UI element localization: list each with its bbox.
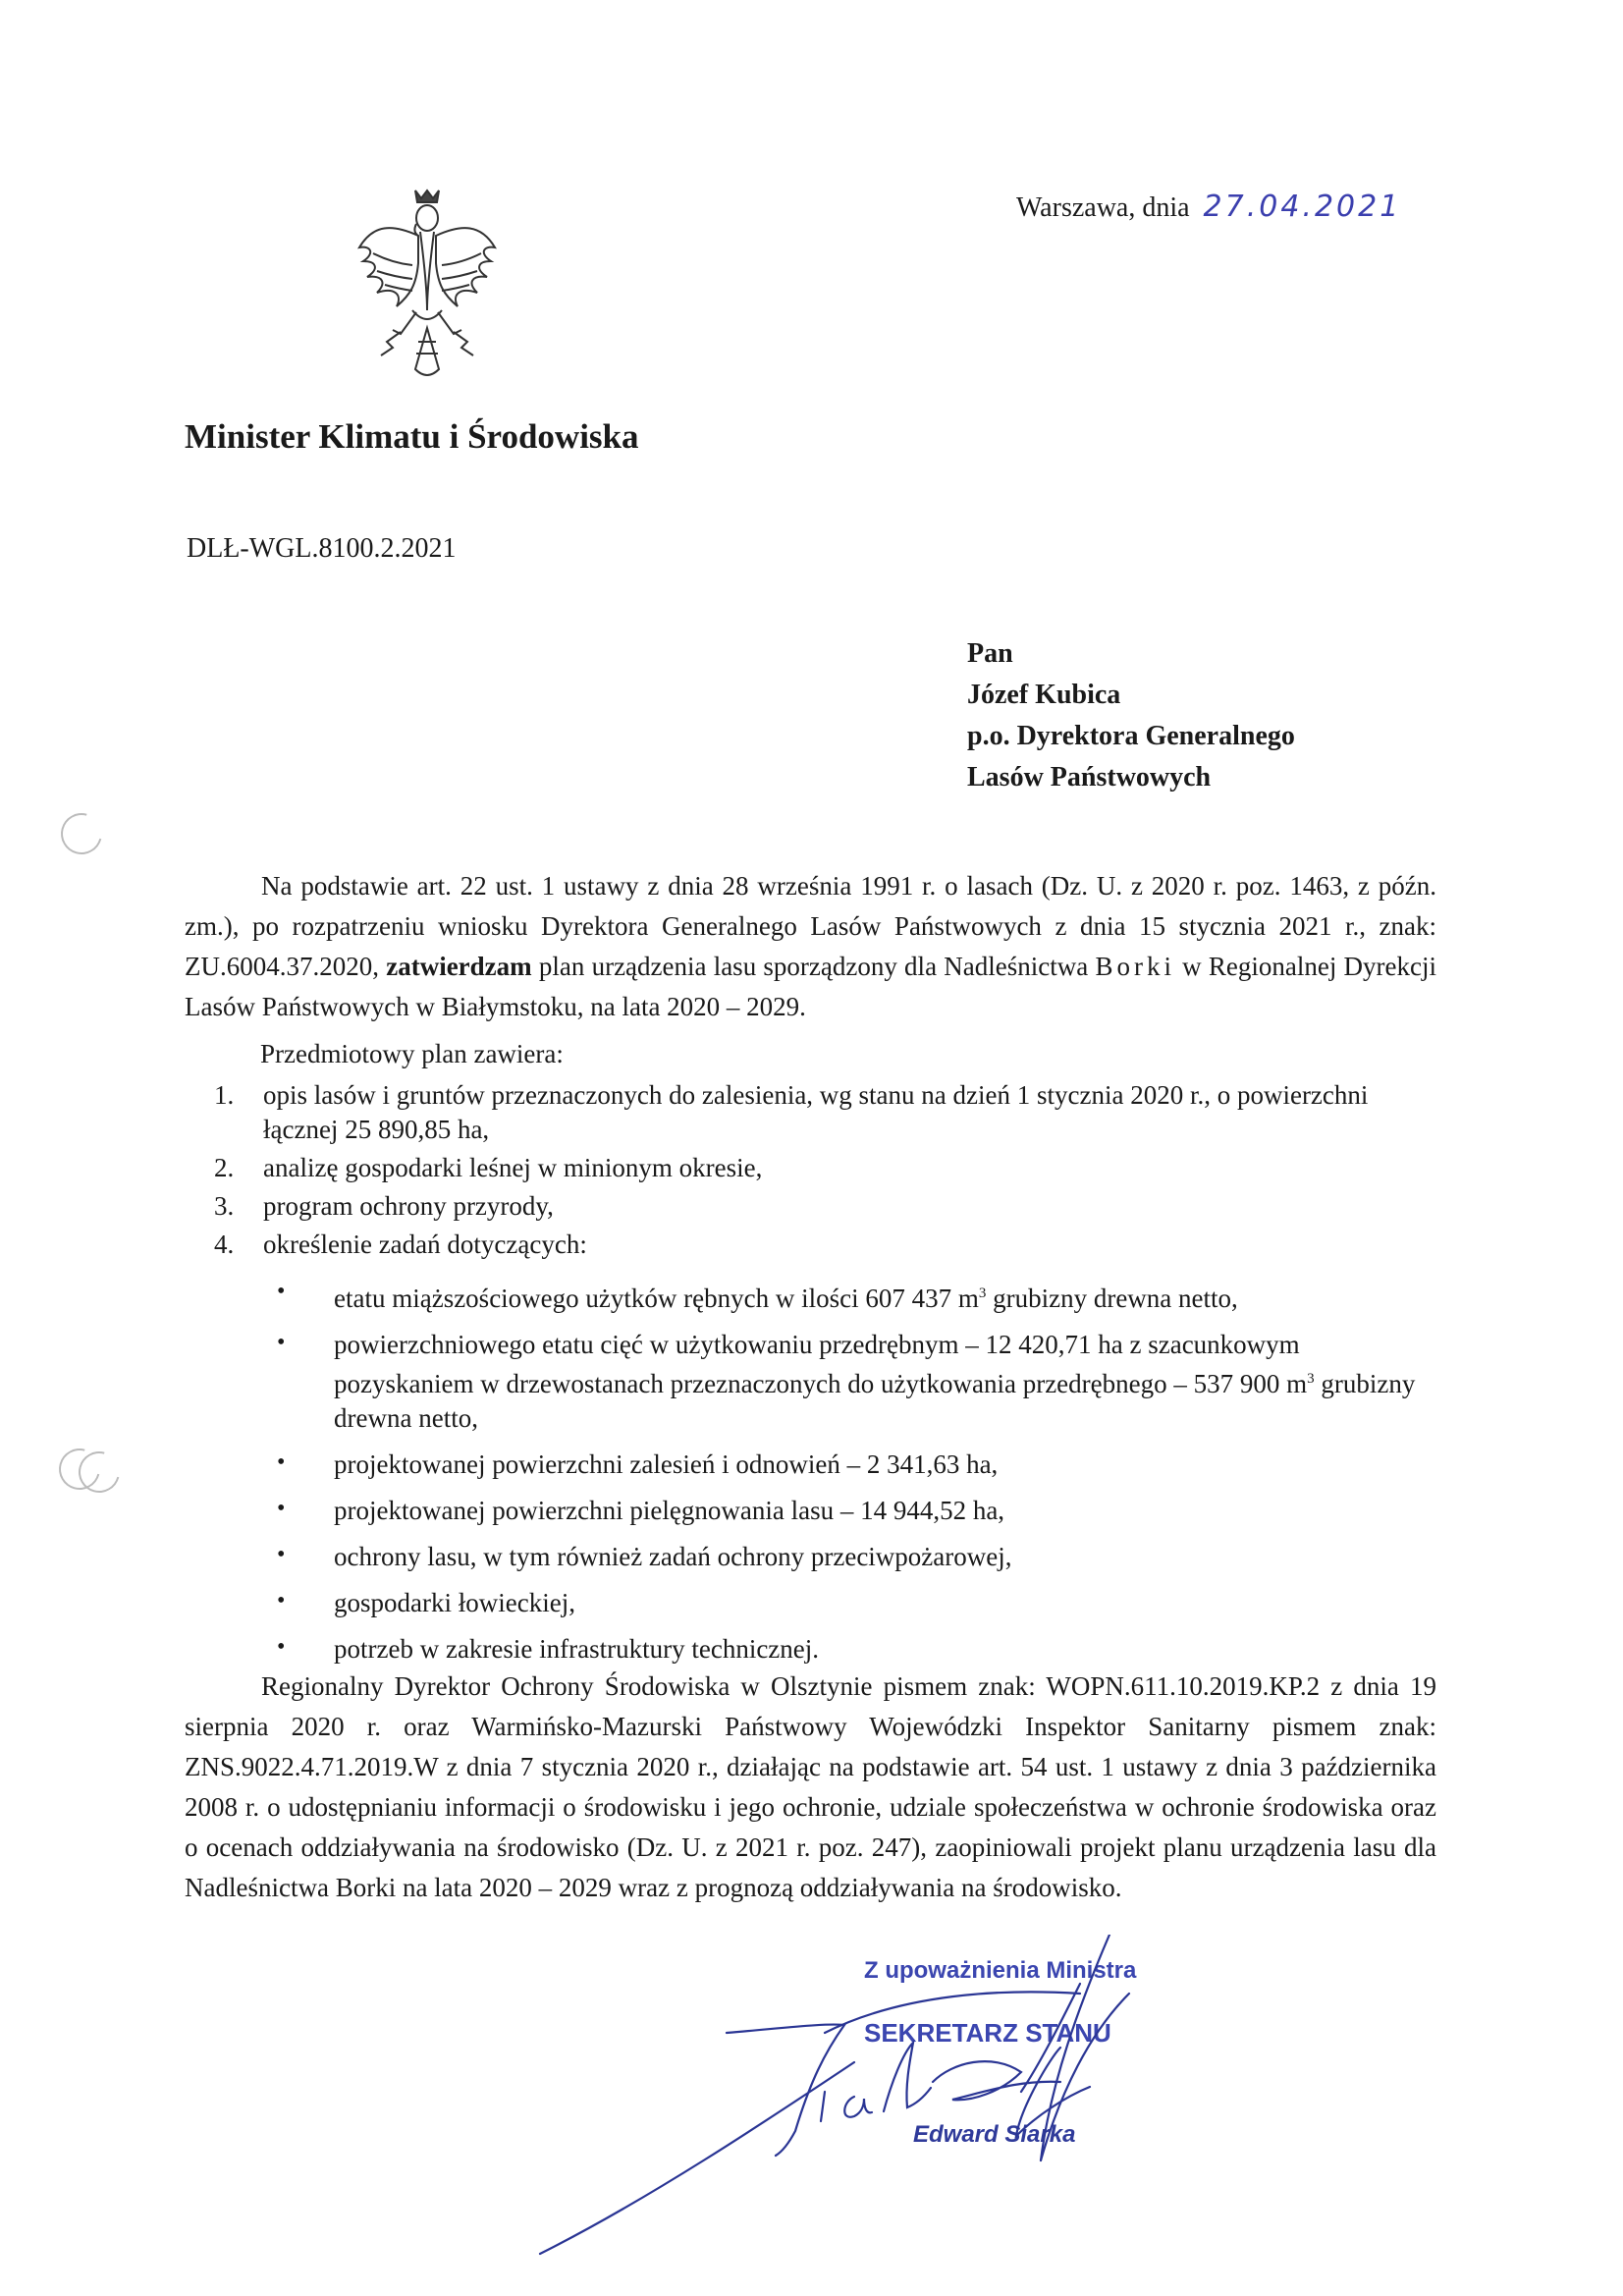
list-item-text: program ochrony przyrody,: [263, 1191, 554, 1221]
intro-forest-district: Borki: [1095, 952, 1175, 981]
addressee-salutation: Pan: [967, 638, 1013, 669]
bullet-list: [273, 1277, 1441, 1678]
bullet-icon: •: [277, 1634, 286, 1660]
bullet-icon: •: [277, 1542, 286, 1567]
bullet-item: [273, 1494, 1441, 1528]
addressee-position: p.o. Dyrektora Generalnego: [967, 721, 1295, 751]
intro-text-1: Na podstawie art. 22 ust. 1 ustawy z dnia 28 września 1991 r. o lasach (Dz. U. z 2020 r. poz. 1463, z późn. zm.), po rozpatrzeniu wniosku Dyrektora Generalnego Lasów Państwowych z dnia 15 stycznia 2021 r., znak: ZU.6004.37.2020,: [185, 871, 1436, 981]
bullet-text: gospodarki łowieckiej,: [334, 1588, 575, 1617]
stamp-name: Edward Siarka: [913, 2121, 1076, 2148]
superscript: 3: [978, 1285, 987, 1301]
punch-hole-mark: [53, 805, 109, 861]
minister-heading: Minister Klimatu i Środowiska: [185, 417, 639, 456]
place-date: [1016, 190, 1401, 224]
stamp-title: SEKRETARZ STANU: [864, 2018, 1111, 2048]
list-item: [214, 1151, 1441, 1185]
closing-paragraph: [185, 1667, 1436, 1908]
bullet-item: [273, 1540, 1441, 1574]
bullet-item: [273, 1448, 1441, 1482]
bullet-text: grubizny drewna netto,: [334, 1369, 1416, 1433]
bullet-text: projektowanej powierzchni pielęgnowania lasu – 14 944,52 ha,: [334, 1496, 1005, 1525]
superscript: 3: [1307, 1371, 1315, 1387]
bullet-item: [273, 1632, 1441, 1667]
intro-text-2: plan urządzenia lasu sporządzony dla Nadleśnictwa: [538, 952, 1089, 981]
bullet-item: [273, 1328, 1441, 1436]
addressee-organization: Lasów Państwowych: [967, 762, 1212, 793]
polish-eagle-emblem-icon: [353, 185, 501, 386]
bullet-text: powierzchniowego etatu cięć w użytkowaniu przedrębnym – 12 420,71 ha z szacunkowym pozyskaniem w drzewostanach przeznaczonych do użytkowania przedrębnego – 537 900 m: [334, 1330, 1308, 1398]
reference-number: DLŁ-WGL.8100.2.2021: [187, 533, 457, 564]
bullet-text: etatu miąższościowego użytków rębnych w ilości 607 437 m: [334, 1284, 979, 1313]
place-label: Warszawa, dnia: [1016, 192, 1190, 223]
bullet-icon: •: [277, 1279, 286, 1304]
list-item-text: opis lasów i gruntów przeznaczonych do zalesienia, wg stanu na dzień 1 stycznia 2020 r., o powierzchni łącznej 25 890,85 ha,: [263, 1080, 1369, 1144]
addressee-block: [967, 633, 1295, 798]
bullet-text: ochrony lasu, w tym również zadań ochrony przeciwpożarowej,: [334, 1542, 1012, 1571]
handwritten-date: 27.04.2021: [1203, 190, 1402, 224]
intro-bold-word: zatwierdzam: [386, 952, 532, 981]
bullet-text: projektowanej powierzchni zalesień i odnowień – 2 341,63 ha,: [334, 1449, 999, 1479]
list-item-text: określenie zadań dotyczących:: [263, 1230, 587, 1259]
handwritten-signature-icon: [530, 1935, 1316, 2259]
list-item-text: analizę gospodarki leśnej w minionym okresie,: [263, 1153, 763, 1182]
bullet-icon: •: [277, 1588, 286, 1613]
contents-lead: Przedmiotowy plan zawiera:: [260, 1039, 564, 1068]
intro-text-3: w Regionalnej Dyrekcji Lasów Państwowych w Białymstoku, na lata 2020 – 2029.: [185, 952, 1437, 1021]
addressee-name: Józef Kubica: [967, 680, 1121, 710]
intro-paragraph: [185, 866, 1436, 1027]
bullet-text: potrzeb w zakresie infrastruktury technicznej.: [334, 1634, 820, 1664]
bullet-icon: •: [277, 1496, 286, 1521]
bullet-text: grubizny drewna netto,: [986, 1284, 1238, 1313]
bullet-icon: •: [277, 1330, 286, 1355]
list-item: [214, 1228, 1441, 1262]
bullet-item: [273, 1586, 1441, 1620]
numbered-list: [214, 1078, 1441, 1266]
bullet-item: [273, 1277, 1441, 1316]
list-item: [214, 1189, 1441, 1224]
stamp-authorization: Z upoważnienia Ministra: [864, 1957, 1137, 1984]
list-number: 1.: [214, 1080, 235, 1110]
bullet-icon: •: [277, 1449, 286, 1475]
list-number: 2.: [214, 1153, 235, 1182]
closing-text: Regionalny Dyrektor Ochrony Środowiska w Olsztynie pismem znak: WOPN.611.10.2019.KP.2 z dnia 19 sierpnia 2020 r. oraz Warmińsko-Mazurski Państwowy Wojewódzki Inspektor Sanitarny pismem znak: ZNS.9022.4.71.2019.W z dnia 7 stycznia 2020 r., działając na podstawie art. 54 ust. 1 ustawy z dnia 3 października 2008 r. o udostępnianiu informacji o środowisku i jego ochronie, udziale społeczeństwa w ochronie środowiska oraz o ocenach oddziaływania na środowisko (Dz. U. z 2021 r. poz. 247), zaopiniowali projekt planu urządzenia lasu dla Nadleśnictwa Borki na lata 2020 – 2029 wraz z prognozą oddziaływania na środowisko.: [185, 1671, 1436, 1902]
list-number: 4.: [214, 1230, 235, 1259]
list-item: [214, 1078, 1441, 1147]
list-number: 3.: [214, 1191, 235, 1221]
